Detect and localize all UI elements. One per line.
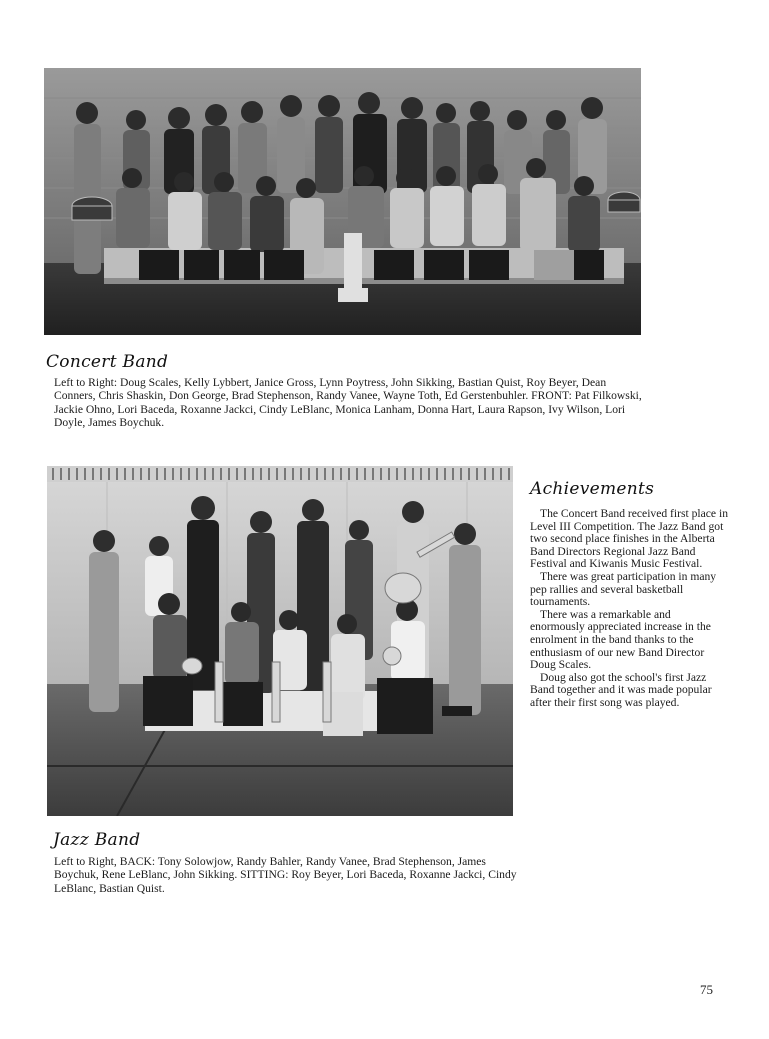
achievements-paragraph: There was great participation in many pep rallies and several basketball tournaments. <box>530 569 717 609</box>
concert-band-caption: Left to Right: Doug Scales, Kelly Lybbert, Janice Gross, Lynn Poytress, John Sikking, Bastian Quist, Roy Beyer, Dean Conners, Chris Shaskin, Don George, Brad Stephenson, Randy Vanee, Wayne Toth, Ed Gerstenbuhler. FRONT: Pat Filkowski, Jackie Ohno, Lori Baceda, Roxanne Jackci, Cindy LeBlanc, Monica Lanham, Donna Hart, Laura Rapson, Ivy Wilson, Lori Doyle, James Boychuk. <box>54 376 642 430</box>
achievements-paragraph: There was a remarkable and enormously appreciated increase in the enrolment in the band thanks to the enthusiasm of our new Band Director Doug Scales. <box>530 607 711 672</box>
achievements-heading: Achievements <box>530 479 655 499</box>
jazz-band-heading: Jazz Band <box>53 830 141 850</box>
concert-band-heading: Concert Band <box>46 352 169 372</box>
achievements-paragraph: Doug also got the school's first Jazz Band together and it was made popular after their first song was played. <box>530 670 712 709</box>
achievements-paragraph: The Concert Band received first place in Level III Competition. The Jazz Band got two second place finishes in the Alberta Band Directors Regional Jazz Band Festival and Kiwanis Music Festival. <box>530 507 728 571</box>
page-number: 75 <box>700 982 713 997</box>
concert-band-photo <box>44 68 641 335</box>
jazz-band-photo <box>47 466 513 816</box>
jazz-band-photo-drawing <box>47 466 513 816</box>
achievements-text <box>530 508 728 710</box>
jazz-band-caption: Left to Right, BACK: Tony Solowjow, Randy Bahler, Randy Vanee, Brad Stephenson, James Boychuk, Rene LeBlanc, John Sikking. SITTING: Roy Beyer, Lori Baceda, Roxanne Jackci, Cindy LeBlanc, Bastian Quist. <box>54 855 517 895</box>
concert-band-photo-drawing <box>44 68 641 335</box>
